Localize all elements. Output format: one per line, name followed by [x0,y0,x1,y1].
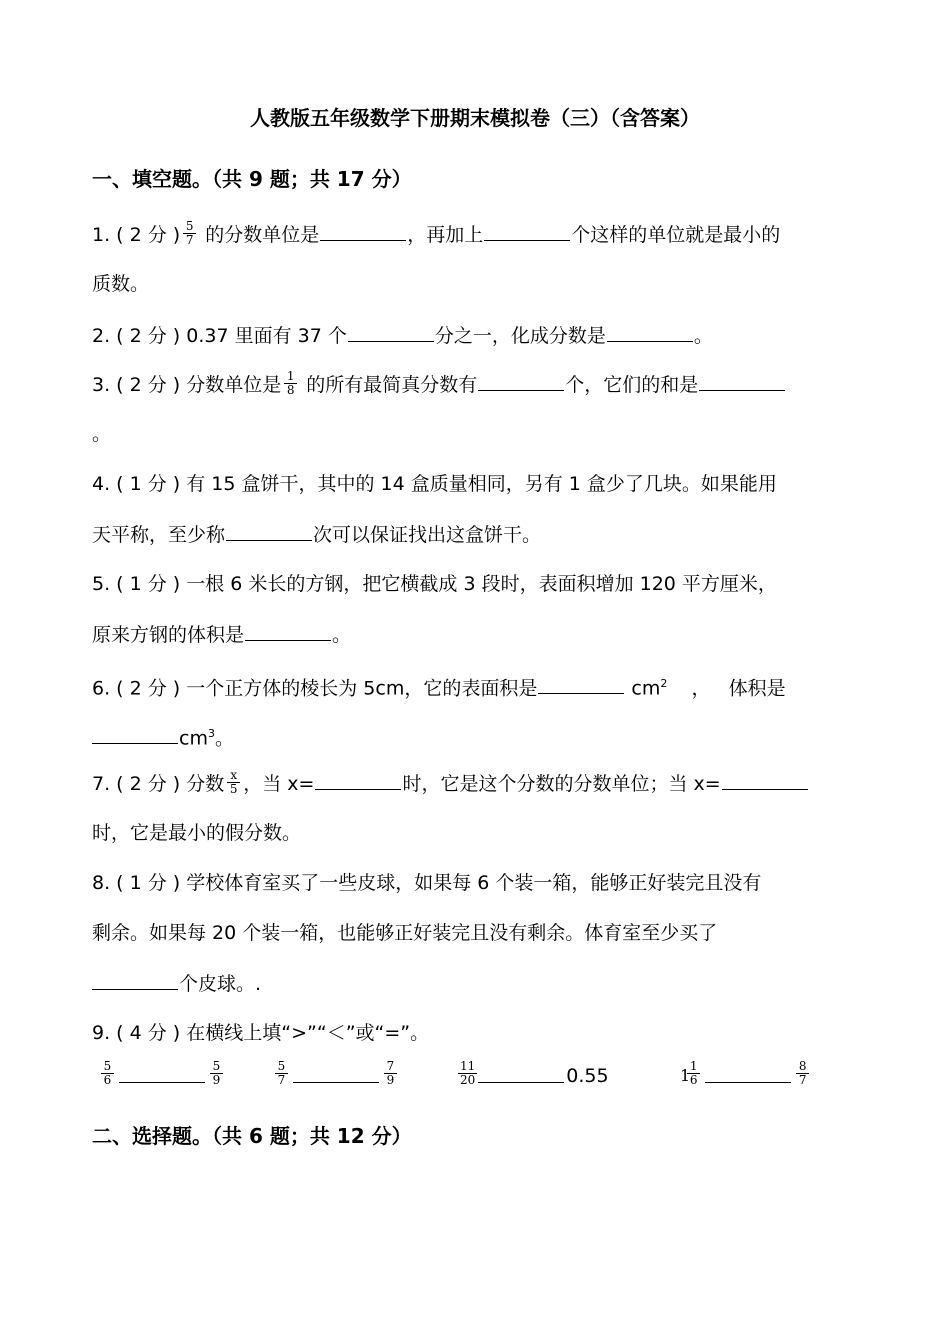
section-fill-in-heading: 一、填空题。（共 9 题；共 17 分） [92,167,412,191]
comparison-1 [98,1059,226,1089]
page-title: 人教版五年级数学下册期末模拟卷（三）（含答案） [250,106,700,130]
answer-blank[interactable] [92,723,178,744]
fraction: $\frac{7}{9}$ [385,1060,396,1087]
fraction: $\frac{11}{20}$ [460,1059,476,1087]
question-8-line-2: 剩余。如果每 20 个装一箱，也能够正好装完且没有剩余。体育室至少买了 [92,922,718,944]
fraction: $\frac{5}{7}$ [276,1060,287,1087]
compare-blank[interactable] [705,1068,791,1083]
compare-blank[interactable] [119,1068,205,1083]
fraction: $\frac{8}{7}$ [797,1060,808,1087]
fraction: $\frac{5}{9}$ [211,1060,222,1087]
answer-blank[interactable] [478,370,564,391]
answer-blank[interactable] [699,370,785,391]
question-4-line-2: 天平称，至少称 次可以保证找出这盒饼干。 [92,520,541,549]
fraction-5-7: $\frac{5}{7}$ [184,220,195,247]
section-choice-heading: 二、选择题。（共 6 题；共 12 分） [92,1124,412,1148]
answer-blank[interactable] [226,520,312,541]
answer-blank[interactable] [538,673,624,694]
question-4-line-1: 4. ( 1 分 ) 有 15 盒饼干，其中的 14 盒质量相同，另有 1 盒少了几块。如果能用 [92,473,777,495]
answer-blank[interactable] [607,321,693,342]
question-1-line-2: 质数。 [92,273,150,295]
question-6-line-2: $cm^3$。 [92,720,234,752]
question-7-line-1: 7. ( 2 分 ) 分数 $\frac{x}{5}$ ，当 x= 时，它是这个分数的分数单位；当 x= [92,769,809,798]
question-3-line-2: 。 [92,423,112,445]
compare-blank[interactable] [478,1068,564,1083]
question-9-line-1: 9. ( 4 分 ) 在横线上填“>”“＜”或“=”。 [92,1022,430,1044]
question-8-line-1: 8. ( 1 分 ) 学校体育室买了一些皮球，如果每 6 个装一箱，能够正好装完且没有 [92,872,762,894]
answer-blank[interactable] [722,769,808,790]
question-1-line-1: 1. ( 2 分 ) $\frac{5}{7}$ 的分数单位是 ，再加上 个这样的单位就是最小的 [92,219,781,247]
answer-blank[interactable] [484,220,570,241]
comparison-3: $\frac{11}{20}$ 0.55 [460,1059,609,1087]
answer-blank[interactable] [320,220,406,241]
answer-blank[interactable] [92,969,178,990]
question-5-line-1: 5. ( 1 分 ) 一根 6 米长的方钢，把它横截成 3 段时，表面积增加 120 平方厘米， [92,573,777,595]
question-6-line-1: 6. ( 2 分 ) 一个正方体的棱长为 5cm，它的表面积是 $cm^2$ ， 体积是 [92,670,786,702]
fraction: $\frac{5}{6}$ [102,1060,113,1087]
comparison-4: 1 $\frac{1}{6}$ $\frac{8}{7}$ [680,1062,812,1089]
question-8-line-3: 个皮球。. [92,969,261,998]
fraction-1-8: $\frac{1}{8}$ [285,370,296,397]
answer-blank[interactable] [315,769,401,790]
comparison-2 [272,1059,400,1089]
compare-blank[interactable] [293,1068,379,1083]
question-2: 2. ( 2 分 ) 0.37 里面有 37 个 分之一，化成分数是 。 [92,321,713,350]
question-7-line-2: 时，它是最小的假分数。 [92,822,302,844]
question-5-line-2: 原来方钢的体积是 。 [92,620,351,649]
question-3-line-1: 3. ( 2 分 ) 分数单位是 $\frac{1}{8}$ 的所有最简真分数有 个，它们的和是 [92,370,786,399]
answer-blank[interactable] [245,620,331,641]
fraction-x-5: $\frac{x}{5}$ [228,769,239,796]
fraction: $\frac{1}{6}$ [688,1060,699,1087]
answer-blank[interactable] [348,321,434,342]
